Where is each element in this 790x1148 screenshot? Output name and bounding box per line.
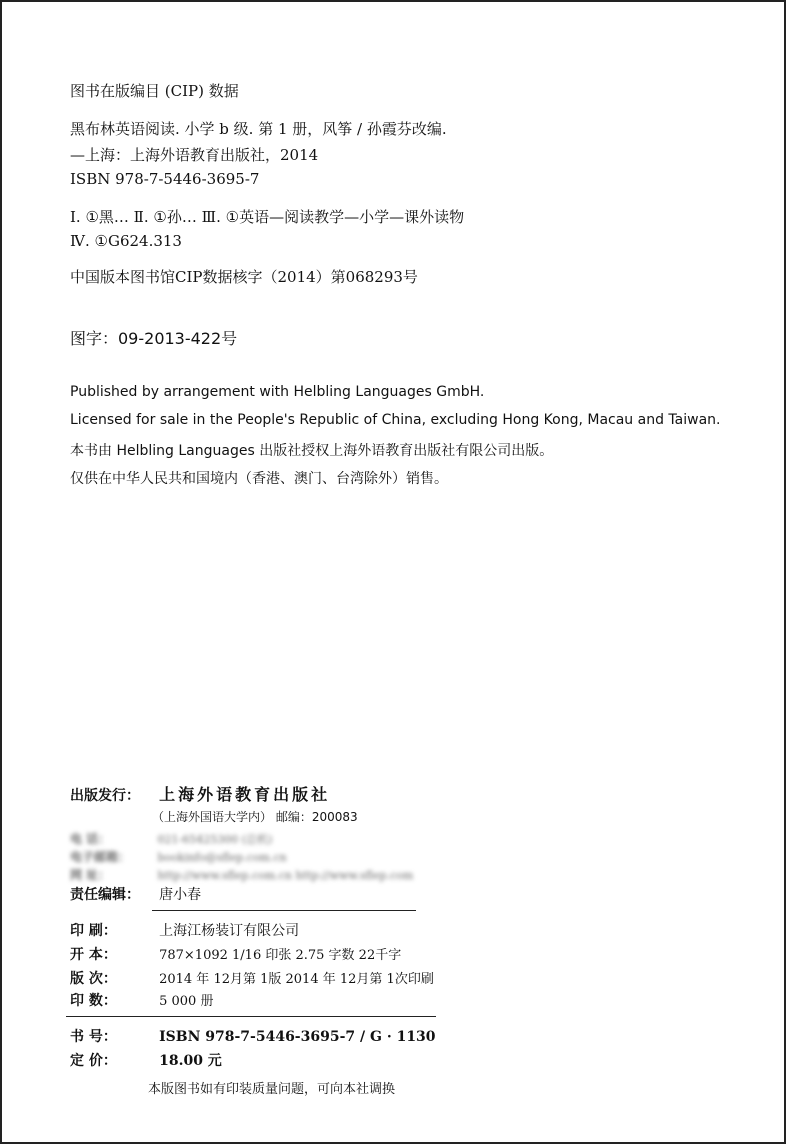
cip-title-line: 黑布林英语阅读. 小学 b 级. 第 1 册，风筝 / 孙霞芬改编. bbox=[70, 120, 447, 138]
cip-publisher-line: —上海：上海外语教育出版社，2014 bbox=[70, 146, 319, 164]
printer-row bbox=[70, 920, 299, 940]
web-label: 网 址： bbox=[70, 868, 111, 882]
publisher-label: 出版发行： bbox=[70, 788, 140, 804]
edition-value: 2014 年 12月第 1版 2014 年 12月第 1次印刷 bbox=[159, 972, 434, 987]
email-value: bookinfo@sflep.com.cn bbox=[157, 851, 287, 864]
edition-row bbox=[70, 968, 434, 988]
contract-number: 图字：09-2013-422号 bbox=[70, 329, 238, 348]
publisher-address: （上海外国语大学内） 邮编：200083 bbox=[152, 810, 358, 824]
book-number-label: 书 号： bbox=[70, 1029, 117, 1045]
phone-row bbox=[70, 830, 272, 847]
printer-value: 上海江杨装订有限公司 bbox=[159, 923, 300, 939]
format-row bbox=[70, 944, 401, 964]
license-line-2: Licensed for sale in the People's Republic of China, excluding Hong Kong, Macau and Taiwan. bbox=[70, 412, 721, 428]
price-row bbox=[70, 1050, 222, 1070]
cip-classification-line-2: Ⅳ. ①G624.313 bbox=[70, 232, 182, 250]
price-label: 定 价： bbox=[70, 1053, 117, 1069]
license-line-1: Published by arrangement with Helbling Languages GmbH. bbox=[70, 384, 485, 400]
publisher-name: 上海外语教育出版社 bbox=[159, 785, 331, 804]
email-row bbox=[70, 848, 287, 865]
format-label: 开 本： bbox=[70, 947, 117, 963]
license-line-3: 本书由 Helbling Languages 出版社授权上海外语教育出版社有限公司出版。 bbox=[70, 443, 554, 459]
cip-heading: 图书在版编目 (CIP) 数据 bbox=[70, 82, 239, 100]
edition-label: 版 次： bbox=[70, 971, 117, 987]
web-value: http://www.sflep.com.cn http://www.sflep.com bbox=[157, 869, 414, 882]
editor-value: 唐小春 bbox=[159, 887, 202, 903]
book-number-value: ISBN 978-7-5446-3695-7 / G · 1130 bbox=[159, 1029, 436, 1045]
editor-row bbox=[70, 884, 201, 904]
copies-label: 印 数： bbox=[70, 993, 117, 1009]
format-value: 787×1092 1/16 印张 2.75 字数 22千字 bbox=[159, 948, 402, 963]
copies-row bbox=[70, 990, 213, 1010]
cip-isbn-line: ISBN 978-7-5446-3695-7 bbox=[70, 170, 260, 188]
license-line-4: 仅供在中华人民共和国境内（香港、澳门、台湾除外）销售。 bbox=[70, 471, 448, 487]
price-value: 18.00 元 bbox=[159, 1053, 222, 1069]
copies-value: 5 000 册 bbox=[159, 994, 214, 1009]
phone-value: 021-65425300 (总机) bbox=[157, 833, 273, 846]
quality-notice: 本版图书如有印装质量问题，可向本社调换 bbox=[148, 1082, 396, 1097]
publisher-row bbox=[70, 782, 330, 805]
divider-bottom bbox=[66, 1016, 436, 1017]
web-row bbox=[70, 866, 413, 883]
printer-label: 印 刷： bbox=[70, 923, 117, 939]
cip-classification-line-1: Ⅰ. ①黑… Ⅱ. ①孙… Ⅲ. ①英语—阅读教学—小学—课外读物 bbox=[70, 208, 465, 226]
divider-top bbox=[152, 910, 416, 911]
phone-label: 电 话： bbox=[70, 832, 111, 846]
email-label: 电子邮箱： bbox=[70, 850, 131, 864]
editor-label: 责任编辑： bbox=[70, 887, 140, 903]
book-number-row bbox=[70, 1026, 436, 1046]
cip-check-number: 中国版本图书馆CIP数据核字（2014）第068293号 bbox=[70, 268, 418, 286]
